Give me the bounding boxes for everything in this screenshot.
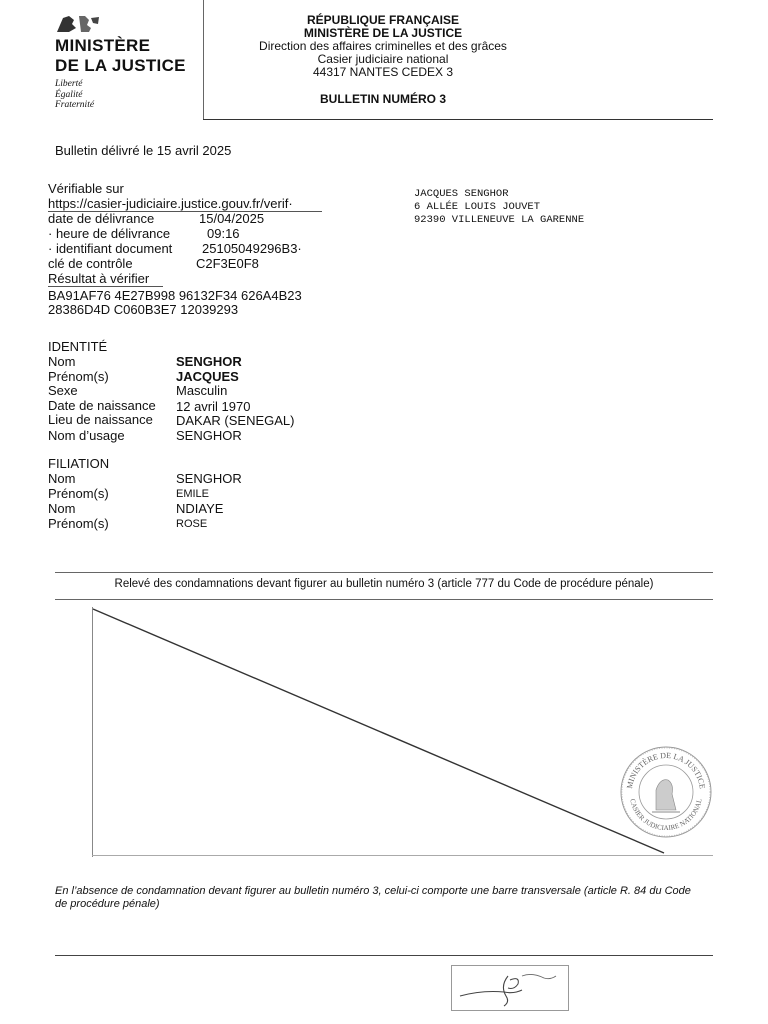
identity-value: SENGHOR [176,428,242,443]
key-label: clé de contrôle [48,256,133,271]
id-label: · identifiant document [48,241,173,256]
delivered-date: Bulletin délivré le 15 avril 2025 [55,143,232,158]
recipient-name: JACQUES SENGHOR [414,188,509,200]
identity-label: Nom d’usage [48,428,125,443]
seal-text-top: MINISTÈRE DE LA JUSTICE [625,750,707,790]
hash-line-1: BA91AF76 4E27B998 96132F34 626A4B23 [48,288,302,303]
identity-value: SENGHOR [176,354,242,369]
logo-line1: MINISTÈRE [55,36,151,55]
footer-rule [55,955,713,956]
hash-line-2: 28386D4D C060B3E7 12039293 [48,302,239,317]
logo-line2: DE LA JUSTICE [55,56,186,75]
filiation-value: EMILE [176,488,210,500]
identity-value: Masculin [176,383,228,398]
motto-fraternite: Fraternité [55,100,95,110]
id-value: 25105049296B3· [202,241,302,256]
identity-value: JACQUES [176,369,239,384]
republic-title: RÉPUBLIQUE FRANÇAISE [306,13,459,27]
signature-box [451,965,569,1011]
verify-url-suffix: · [288,196,293,211]
motto-liberte: Liberté [55,79,83,89]
time-value: 09:16 [207,226,240,241]
identity-label: Date de naissance [48,398,156,413]
seal-figure [656,780,676,810]
filiation-value: ROSE [176,518,208,530]
identity-label: Sexe [48,383,78,398]
identity-label: Nom [48,354,76,369]
identity-label: Prénom(s) [48,369,109,384]
filiation-label: Nom [48,501,76,516]
filiation-label: Nom [48,471,76,486]
identity-value: 12 avril 1970 [176,399,251,414]
date-label: date de délivrance [48,211,155,226]
filiation-label: Prénom(s) [48,516,109,531]
filiation-value: NDIAYE [176,501,224,516]
service-text: Casier judiciaire national [317,52,449,66]
identity-value: DAKAR (SENEGAL) [176,413,295,428]
recipient-city: 92390 VILLENEUVE LA GARENNE [414,214,585,226]
address-text: 44317 NANTES CEDEX 3 [312,65,454,79]
identity-heading: IDENTITÉ [48,339,108,354]
direction-text: Direction des affaires criminelles et des grâces [259,39,507,53]
result-label: Résultat à vérifier [48,271,163,287]
identity-label: Lieu de naissance [48,412,153,427]
filiation-heading: FILIATION [48,456,110,471]
seal-text-bottom: CASIER JUDICIAIRE NATIONAL [628,797,704,833]
motto-egalite: Égalité [55,89,83,100]
verify-label: Vérifiable sur [48,181,124,196]
verify-url-text: https://casier-judiciaire.justice.gouv.fr/verif [48,196,289,211]
seal-icon [618,744,714,840]
bulletin-title: BULLETIN NUMÉRO 3 [320,92,446,106]
recipient-street: 6 ALLÉE LOUIS JOUVET [414,201,541,213]
footnote: En l’absence de condamnation devant figurer au bulletin numéro 3, celui-ci comporte une barre transversale (article R. 84 du Code de procédure pénale) [55,885,691,910]
filiation-label: Prénom(s) [48,486,109,501]
key-value: C2F3E0F8 [196,256,259,271]
transversal-bar [93,609,664,853]
signature-icon [452,966,568,1010]
time-label: · heure de délivrance [48,226,171,241]
date-value: 15/04/2025 [199,211,265,226]
filiation-value: SENGHOR [176,471,242,486]
condemnations-title: Relevé des condamnations devant figurer au bulletin numéro 3 (article 777 du Code de procédure pénale) [114,578,654,590]
ministry-title: MINISTÈRE DE LA JUSTICE [303,26,463,40]
